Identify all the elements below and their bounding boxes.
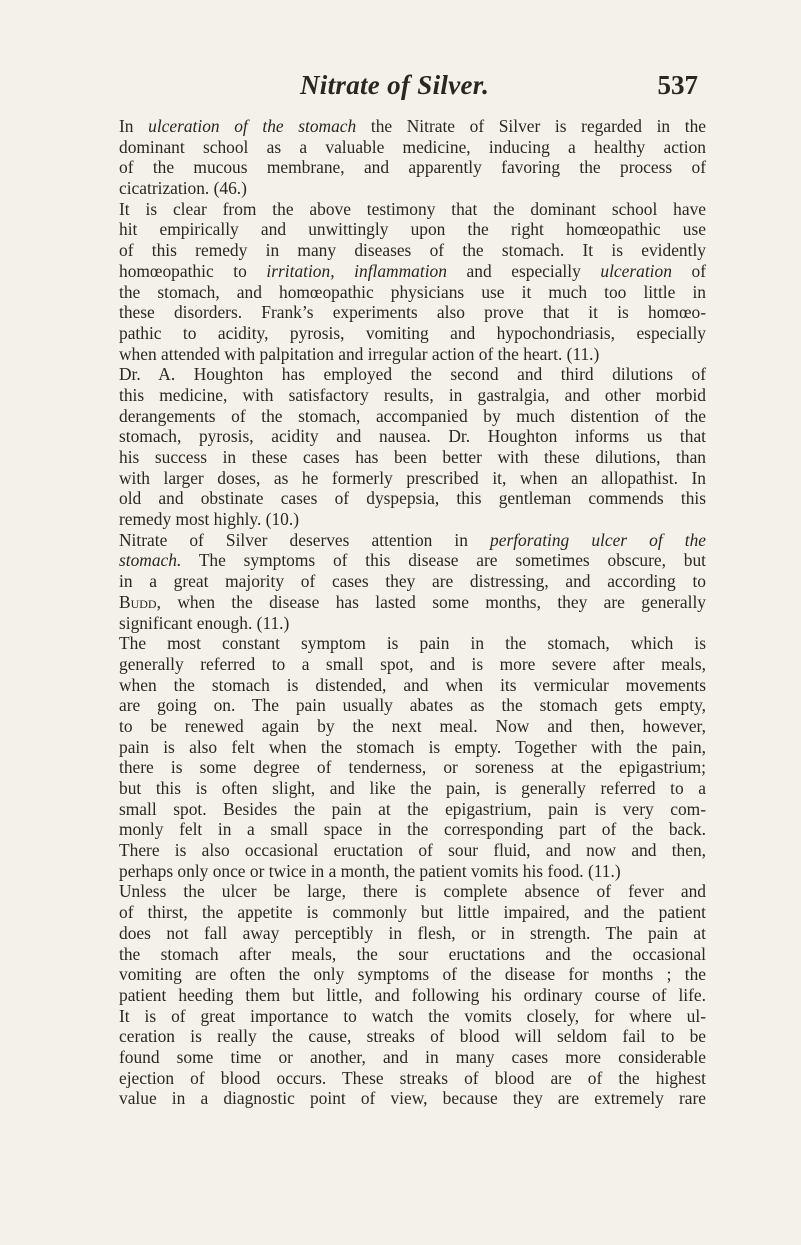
- text-line: [119, 550, 706, 571]
- text-run: the Nitrate of Silver is regarded in the: [356, 116, 706, 136]
- text-line: [119, 1006, 706, 1027]
- text-line: [119, 613, 706, 634]
- text-line: [119, 944, 706, 965]
- text-run: these disorders. Frank’s experiments also prove that it is homœo-: [119, 302, 706, 323]
- text-run: derangements of the stomach, accompanied by much distention of the: [119, 405, 706, 426]
- text-run: small spot. Besides the pain at the epigastrium, pain is very com-: [119, 798, 706, 819]
- text-run: significant enough. (11.): [119, 612, 290, 633]
- text-run: remedy most highly. (10.): [119, 509, 299, 530]
- body-text: [119, 116, 706, 1109]
- text-line: [119, 302, 706, 323]
- text-run: when the stomach is distended, and when its vermicular movements: [119, 674, 706, 695]
- text-line: [119, 592, 706, 613]
- text-run: and especially: [446, 260, 601, 281]
- text-line: [119, 840, 706, 861]
- text-run: of: [671, 260, 706, 281]
- text-line: [119, 385, 706, 406]
- text-line: [119, 757, 706, 778]
- text-run: old and obstinate cases of dyspepsia, this gentleman commends this: [119, 488, 706, 509]
- text-run: are going on. The pain usually abates as the stomach gets empty,: [119, 695, 706, 716]
- text-line: [119, 902, 706, 923]
- text-run: In: [119, 116, 149, 136]
- text-run: there is some degree of tenderness, or soreness at the epigastrium;: [119, 757, 706, 778]
- text-run: homœopathic to: [119, 260, 267, 281]
- text-run: Dr. A. Houghton has employed the second and third dilutions of: [119, 364, 706, 385]
- text-run: in a great majority of cases they are distressing, and according to: [119, 571, 706, 592]
- italic-text: perforating ulcer of the: [490, 529, 706, 550]
- text-line: [119, 964, 706, 985]
- text-line: [119, 116, 706, 137]
- text-run: It is clear from the above testimony that the dominant school have: [119, 198, 706, 219]
- text-run: It is of great importance to watch the vomits closely, for where ul-: [119, 1005, 706, 1026]
- text-run: Nitrate of Silver deserves attention in: [119, 529, 491, 550]
- text-line: [119, 468, 706, 489]
- text-line: [119, 675, 706, 696]
- text-line: [119, 571, 706, 592]
- text-line: [119, 985, 706, 1006]
- italic-text: ulceration: [600, 260, 672, 281]
- text-run: to be renewed again by the next meal. Now and then, however,: [119, 715, 706, 736]
- text-run: ejection of blood occurs. These streaks of blood are of the highest: [119, 1067, 706, 1088]
- page-number: 537: [657, 70, 698, 100]
- italic-text: irritation, inflammation: [266, 260, 447, 281]
- text-run: generally referred to a small spot, and is more severe after meals,: [119, 653, 706, 674]
- text-line: [119, 716, 706, 737]
- text-run: Budd: [119, 591, 157, 612]
- text-run: with larger doses, as he formerly prescribed it, when an allopathist. In: [119, 467, 706, 488]
- text-line: [119, 881, 706, 902]
- text-line: [119, 344, 706, 365]
- text-run: vomiting are often the only symptoms of the disease for months ; the: [119, 964, 706, 985]
- text-line: [119, 447, 706, 468]
- text-run: pain is also felt when the stomach is empty. Together with the pain,: [119, 736, 706, 757]
- text-line: [119, 1088, 706, 1109]
- text-line: [119, 819, 706, 840]
- text-run: of thirst, the appetite is commonly but little impaired, and the patient: [119, 902, 706, 923]
- text-run: found some time or another, and in many cases more considerable: [119, 1046, 706, 1067]
- text-line: [119, 1068, 706, 1089]
- text-run: of this remedy in many diseases of the stomach. It is evidently: [119, 240, 706, 261]
- text-run: cicatrization. (46.): [119, 178, 247, 199]
- text-line: [119, 799, 706, 820]
- text-run: this medicine, with satisfactory results, in gastralgia, and other morbid: [119, 384, 706, 405]
- text-line: [119, 1047, 706, 1068]
- text-run: pathic to acidity, pyrosis, vomiting and hypochondriasis, especially: [119, 322, 706, 343]
- text-line: [119, 323, 706, 344]
- text-run: value in a diagnostic point of view, because they are extremely rare: [119, 1088, 706, 1109]
- text-line: [119, 199, 706, 220]
- text-line: [119, 157, 706, 178]
- text-run: patient heeding them but little, and following his ordinary course of life.: [119, 984, 706, 1005]
- text-run: The symptoms of this disease are sometimes obscure, but: [181, 550, 706, 571]
- text-run: but this is often slight, and like the pain, is generally referred to a: [119, 778, 706, 798]
- running-head: [110, 70, 710, 110]
- text-run: stomach, pyrosis, acidity and nausea. Dr. Houghton informs us that: [119, 426, 706, 447]
- text-run: when attended with palpitation and irregular action of the heart. (11.): [119, 343, 600, 364]
- text-line: [119, 282, 706, 303]
- text-run: Unless the ulcer be large, there is complete absence of fever and: [119, 881, 706, 902]
- text-run: hit empirically and unwittingly upon the right homœopathic use: [119, 219, 706, 240]
- text-line: [119, 240, 706, 261]
- text-line: [119, 488, 706, 509]
- text-run: of the mucous membrane, and apparently favoring the process of: [119, 157, 706, 178]
- text-line: [119, 219, 706, 240]
- text-line: [119, 737, 706, 758]
- text-run: The most constant symptom is pain in the stomach, which is: [119, 633, 706, 654]
- text-run: his success in these cases has been better with these dilutions, than: [119, 447, 706, 467]
- text-run: , when the disease has lasted some months, they are generally: [156, 591, 706, 612]
- text-run: does not fall away perceptibly in flesh, or in strength. The pain at: [119, 922, 706, 943]
- running-title: Nitrate of Silver.: [300, 70, 490, 100]
- text-run: dominant school as a valuable medicine, inducing a healthy action: [119, 136, 706, 157]
- italic-text: stomach.: [119, 550, 182, 571]
- text-run: monly felt in a small space in the corresponding part of the back.: [119, 819, 706, 840]
- text-line: [119, 1026, 706, 1047]
- text-run: perhaps only once or twice in a month, the patient vomits his food. (11.): [119, 860, 621, 881]
- text-line: [119, 530, 706, 551]
- text-line: [119, 695, 706, 716]
- italic-text: ulceration of the stomach: [148, 116, 357, 136]
- text-line: [119, 654, 706, 675]
- text-line: [119, 778, 706, 799]
- text-line: [119, 426, 706, 447]
- text-line: [119, 178, 706, 199]
- text-run: the stomach, and homœopathic physicians use it much too little in: [119, 281, 706, 302]
- text-line: [119, 923, 706, 944]
- text-line: [119, 406, 706, 427]
- text-line: [119, 364, 706, 385]
- text-line: [119, 633, 706, 654]
- text-line: [119, 861, 706, 882]
- text-run: the stomach after meals, the sour eructations and the occasional: [119, 943, 706, 964]
- text-line: [119, 261, 706, 282]
- text-run: There is also occasional eructation of sour fluid, and now and then,: [119, 840, 706, 861]
- text-run: ceration is really the cause, streaks of blood will seldom fail to be: [119, 1026, 706, 1047]
- text-line: [119, 509, 706, 530]
- text-line: [119, 137, 706, 158]
